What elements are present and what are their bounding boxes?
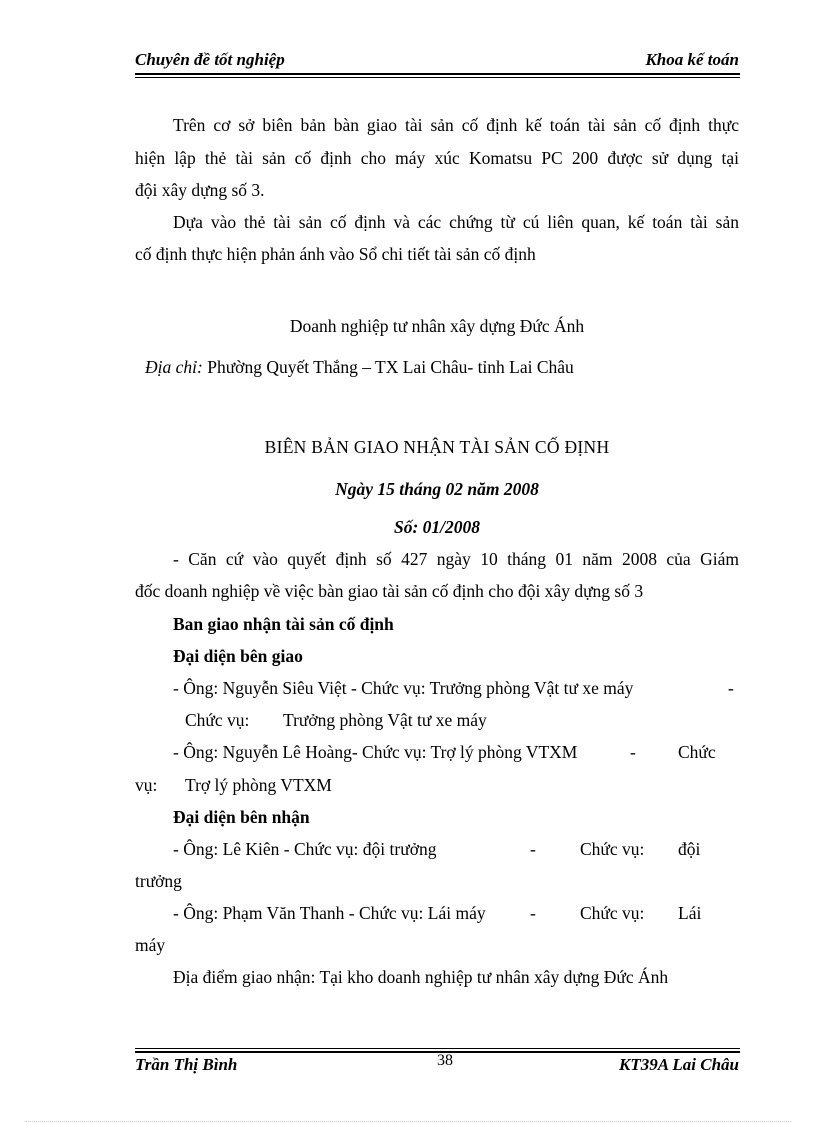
receiver-2-cont: máy <box>135 935 166 955</box>
intro-line: đội xây dựng số 3. <box>135 180 265 200</box>
receiver-1-dash: - <box>530 839 536 859</box>
receiver-1: - Ông: Lê Kiên - Chức vụ: đội trưởng <box>173 839 437 859</box>
giver-2-label: Chức <box>678 742 716 762</box>
giver-heading: Đại diện bên giao <box>173 646 303 666</box>
giver-1: - Ông: Nguyễn Siêu Việt - Chức vụ: Trưởng phòng Vật tư xe máy <box>173 678 634 698</box>
intro-line: Dựa vào thẻ tài sản cố định và các chứng từ cú liên quan, kế toán tài sản <box>173 212 739 232</box>
intro-line: Trên cơ sở biên bản bàn giao tài sản cố định kế toán tài sản cố định thực <box>173 115 739 135</box>
giver-1-position-label: Chức vụ: <box>185 710 250 730</box>
address-label: Địa chỉ: <box>145 357 203 377</box>
header-left: Chuyên đề tốt nghiệp <box>135 50 285 69</box>
basis-line: đốc doanh nghiệp về việc bàn giao tài sản cố định cho đội xây dựng số 3 <box>135 581 644 601</box>
receiver-2-value: Lái <box>678 903 702 923</box>
receiver-1-value: đội <box>678 839 701 859</box>
intro-line: hiện lập thẻ tài sản cố định cho máy xúc Komatsu PC 200 được sử dụng tại <box>135 148 739 168</box>
page-edge <box>25 1121 791 1122</box>
page-number: 38 <box>437 1052 453 1069</box>
handover-location: Địa điểm giao nhận: Tại kho doanh nghiệp tư nhân xây dựng Đức Ánh <box>173 967 669 987</box>
receiver-2-label: Chức vụ: <box>580 903 645 923</box>
giver-2-dash: - <box>630 742 636 762</box>
header-rule-thin <box>135 77 740 78</box>
giver-1-dash: - <box>728 678 734 698</box>
receiver-2: - Ông: Phạm Văn Thanh - Chức vụ: Lái máy <box>173 903 486 923</box>
giver-2-position-label: vụ: <box>135 775 158 795</box>
receiver-2-dash: - <box>530 903 536 923</box>
header-rule <box>135 73 740 75</box>
giver-2: - Ông: Nguyễn Lê Hoàng- Chức vụ: Trợ lý phòng VTXM <box>173 742 578 762</box>
document-number: Số: 01/2008 <box>393 517 481 537</box>
giver-2-position: Trợ lý phòng VTXM <box>185 775 332 795</box>
receiver-heading: Đại diện bên nhận <box>173 807 310 827</box>
document-date: Ngày 15 tháng 02 năm 2008 <box>335 479 539 499</box>
giver-1-position: Trưởng phòng Vật tư xe máy <box>283 710 487 730</box>
company-address <box>145 357 574 378</box>
company-name: Doanh nghiệp tư nhân xây dựng Đức Ánh <box>289 316 585 336</box>
basis-line: - Căn cứ vào quyết định số 427 ngày 10 tháng 01 năm 2008 của Giám <box>173 549 739 569</box>
receiver-1-cont: trưởng <box>135 871 182 891</box>
address-value: Phường Quyết Thắng – TX Lai Châu- tỉnh Lai Châu <box>202 357 574 377</box>
receiver-1-label: Chức vụ: <box>580 839 645 859</box>
footer-rule-thin <box>135 1048 740 1049</box>
document-title: BIÊN BẢN GIAO NHẬN TÀI SẢN CỐ ĐỊNH <box>264 437 610 457</box>
footer-class: KT39A Lai Châu <box>619 1055 739 1074</box>
intro-line: cố định thực hiện phản ánh vào Sổ chi tiết tài sản cố định <box>135 244 536 264</box>
footer-author: Trần Thị Bình <box>135 1055 238 1074</box>
committee-heading: Ban giao nhận tài sản cố định <box>173 614 394 634</box>
header-right: Khoa kế toán <box>645 50 739 69</box>
